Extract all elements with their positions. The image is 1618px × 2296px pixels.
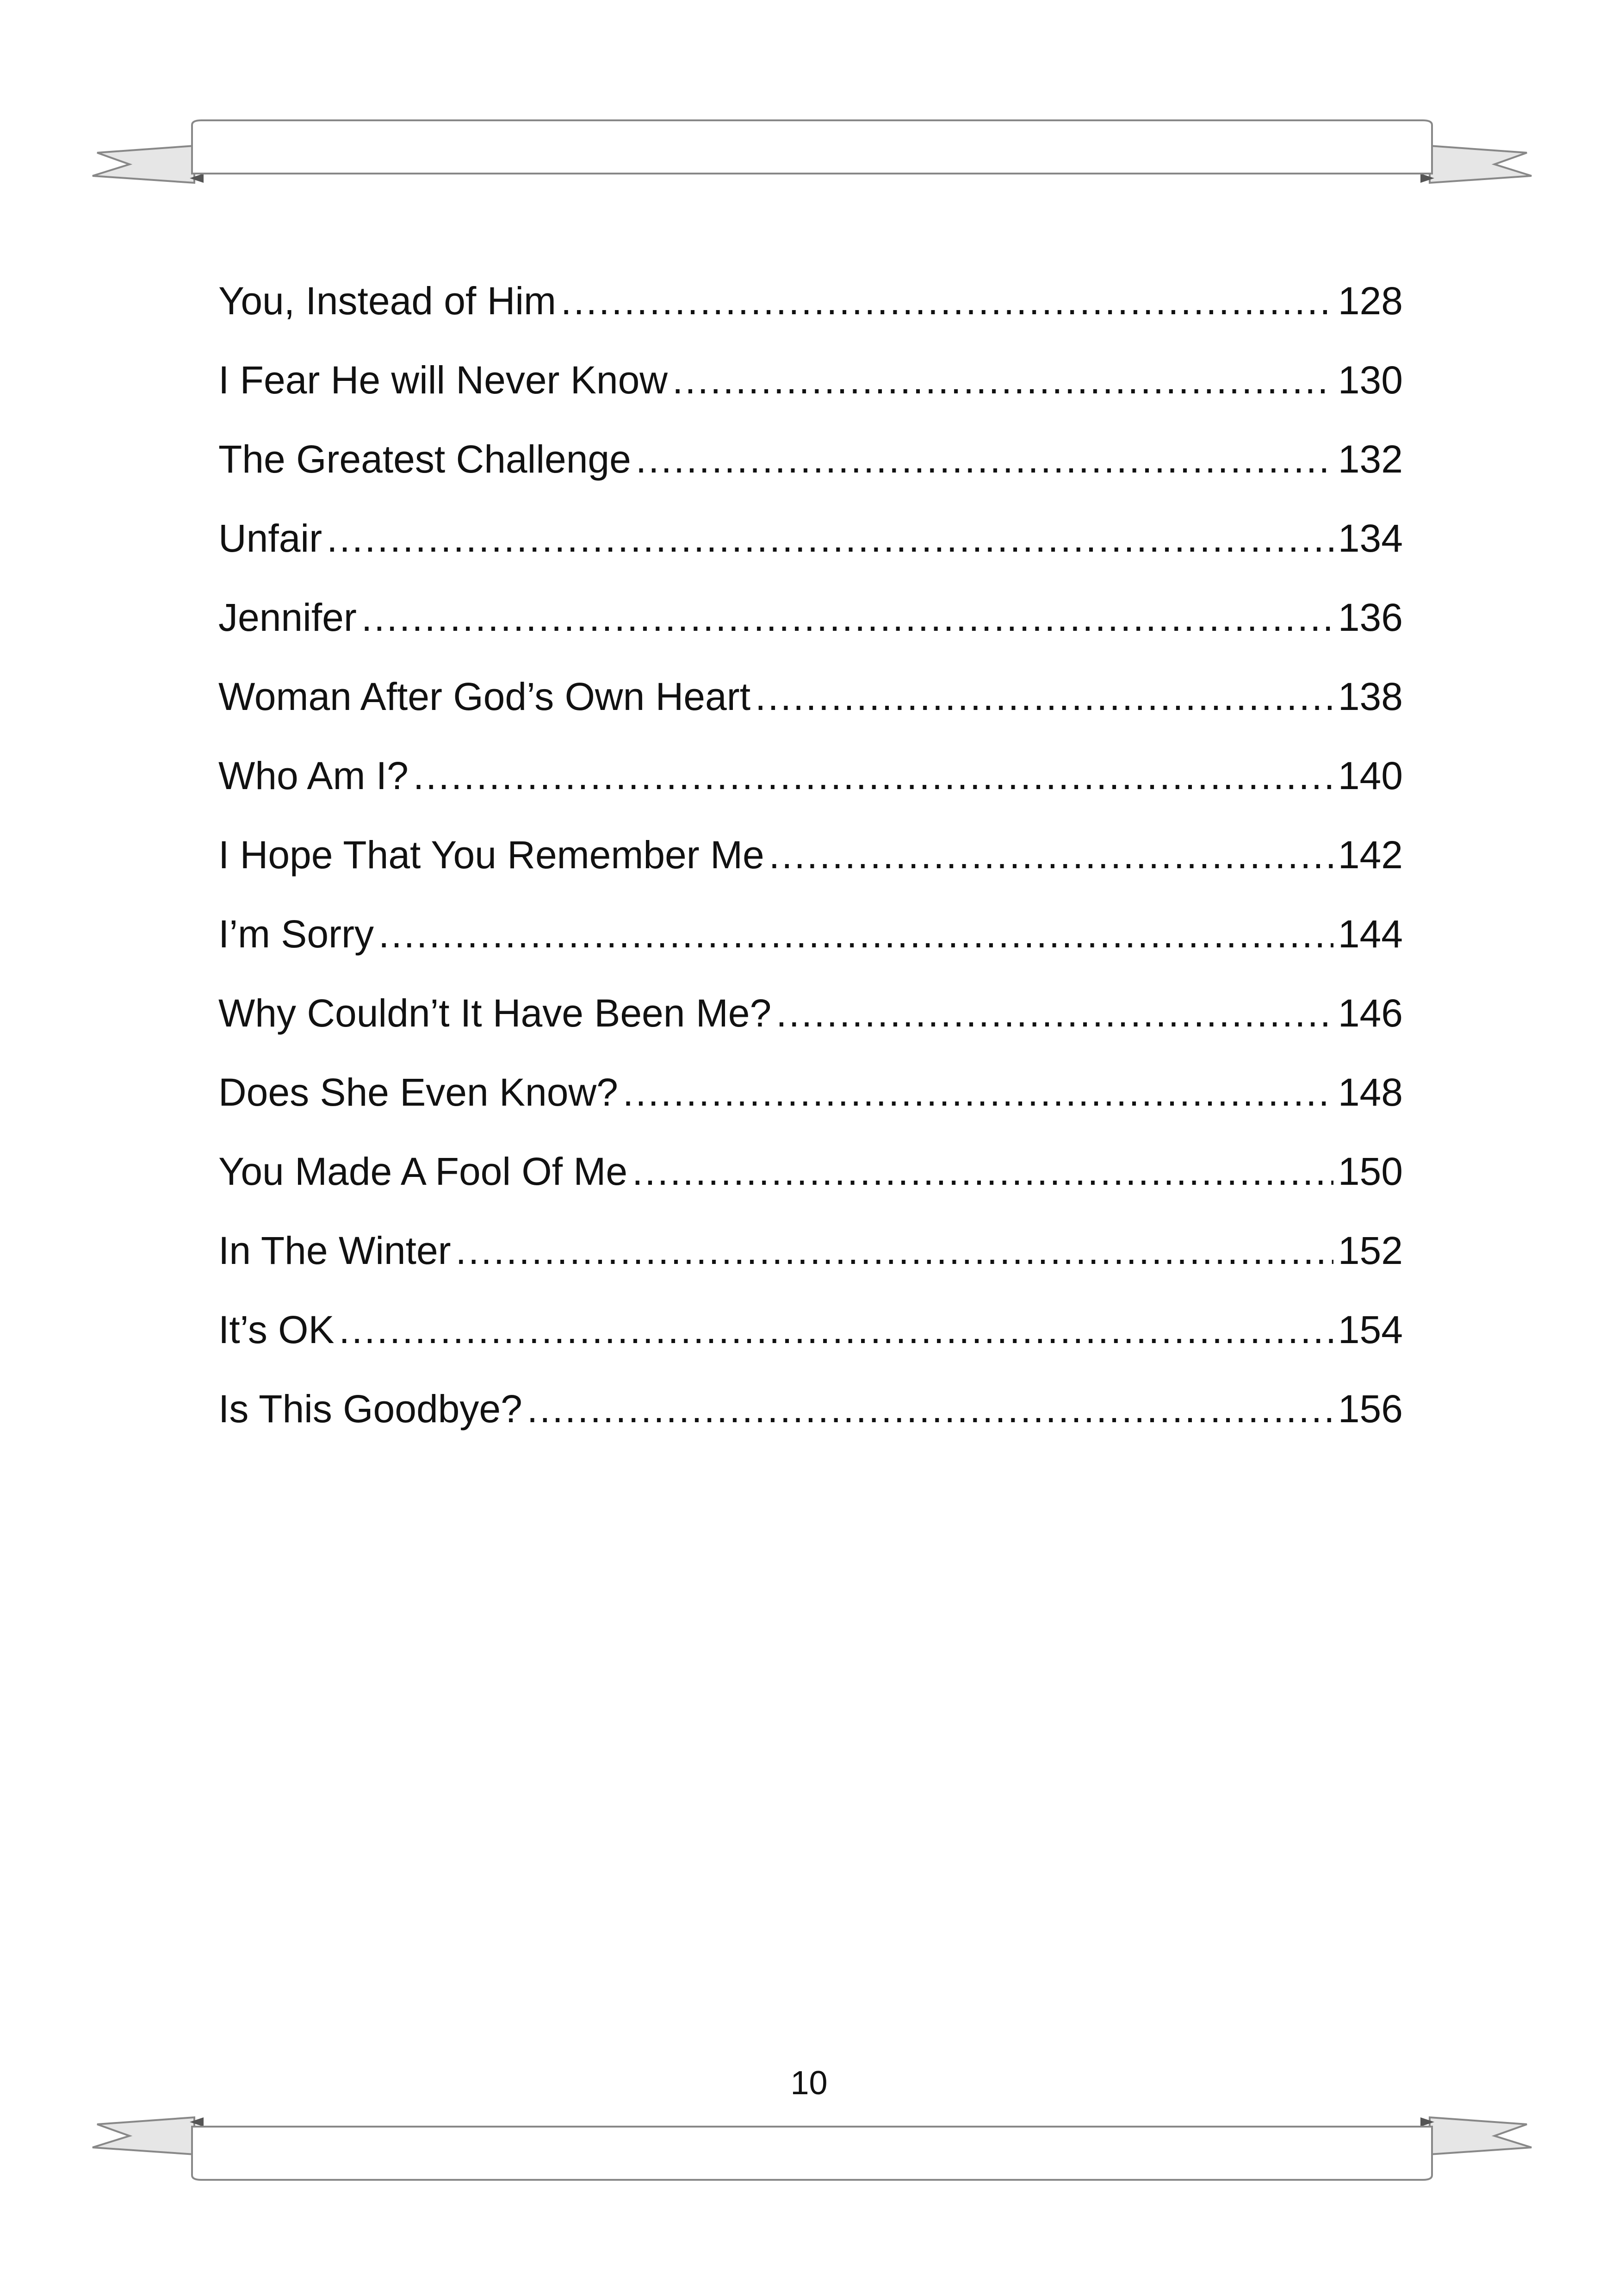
bottom-ribbon-banner [88, 2113, 1536, 2182]
toc-entry [218, 499, 1403, 578]
toc-entry-page: 150 [1338, 1150, 1403, 1193]
toc-entry [218, 657, 1403, 736]
toc-entry-title: The Greatest Challenge [218, 437, 631, 481]
toc-entry-title: Woman After God’s Own Heart [218, 675, 751, 718]
toc-dot-leader [769, 815, 1333, 895]
toc-entry-page: 138 [1338, 675, 1403, 718]
page-number: 10 [790, 2065, 828, 2102]
toc-entry [218, 1211, 1403, 1290]
toc-entry-page: 136 [1338, 596, 1403, 639]
toc-dot-leader [413, 736, 1333, 815]
toc-entry [218, 815, 1403, 895]
toc-entry [218, 974, 1403, 1053]
top-ribbon-banner [88, 118, 1536, 187]
toc-entry-title: You Made A Fool Of Me [218, 1150, 628, 1193]
toc-dot-leader [755, 657, 1333, 736]
toc-dot-leader [361, 578, 1333, 657]
toc-entry [218, 261, 1403, 341]
toc-dot-leader [339, 1290, 1333, 1369]
toc-entry-page: 132 [1338, 437, 1403, 481]
toc-entry-page: 146 [1338, 991, 1403, 1035]
toc-entry [218, 1369, 1403, 1449]
toc-entry-page: 148 [1338, 1070, 1403, 1114]
toc-entry-page: 130 [1338, 358, 1403, 402]
toc-entry-title: It’s OK [218, 1308, 335, 1351]
toc-dot-leader [776, 974, 1333, 1053]
toc-dot-leader [378, 895, 1333, 974]
toc-dot-leader [632, 1132, 1333, 1211]
toc-entry-title: Unfair [218, 516, 322, 560]
toc-dot-leader [636, 420, 1333, 499]
toc-entry-title: I Fear He will Never Know [218, 358, 668, 402]
toc-entry-page: 134 [1338, 516, 1403, 560]
toc-entry-page: 152 [1338, 1229, 1403, 1272]
toc-entry-page: 156 [1338, 1387, 1403, 1431]
toc-entry [218, 895, 1403, 974]
toc-entry [218, 578, 1403, 657]
toc-entry [218, 736, 1403, 815]
toc-entry-page: 144 [1338, 912, 1403, 956]
toc-entry-title: Why Couldn’t It Have Been Me? [218, 991, 772, 1035]
toc-dot-leader [327, 499, 1333, 578]
toc-dot-leader [456, 1211, 1333, 1290]
toc-entry-page: 128 [1338, 279, 1403, 323]
toc-dot-leader [527, 1369, 1333, 1449]
table-of-contents [218, 261, 1403, 1449]
toc-entry [218, 420, 1403, 499]
toc-entry-page: 142 [1338, 833, 1403, 877]
toc-entry-title: In The Winter [218, 1229, 451, 1272]
toc-entry-title: Jennifer [218, 596, 357, 639]
toc-entry-title: Does She Even Know? [218, 1070, 618, 1114]
toc-dot-leader [672, 341, 1333, 420]
toc-entry-title: Is This Goodbye? [218, 1387, 522, 1431]
toc-entry-page: 154 [1338, 1308, 1403, 1351]
toc-entry-title: I’m Sorry [218, 912, 374, 956]
toc-entry [218, 1132, 1403, 1211]
toc-entry [218, 341, 1403, 420]
toc-entry [218, 1053, 1403, 1132]
toc-entry [218, 1290, 1403, 1369]
toc-entry-title: I Hope That You Remember Me [218, 833, 764, 877]
toc-dot-leader [623, 1053, 1333, 1132]
toc-dot-leader [561, 261, 1333, 341]
toc-entry-title: Who Am I? [218, 754, 409, 797]
toc-entry-page: 140 [1338, 754, 1403, 797]
toc-entry-title: You, Instead of Him [218, 279, 556, 323]
